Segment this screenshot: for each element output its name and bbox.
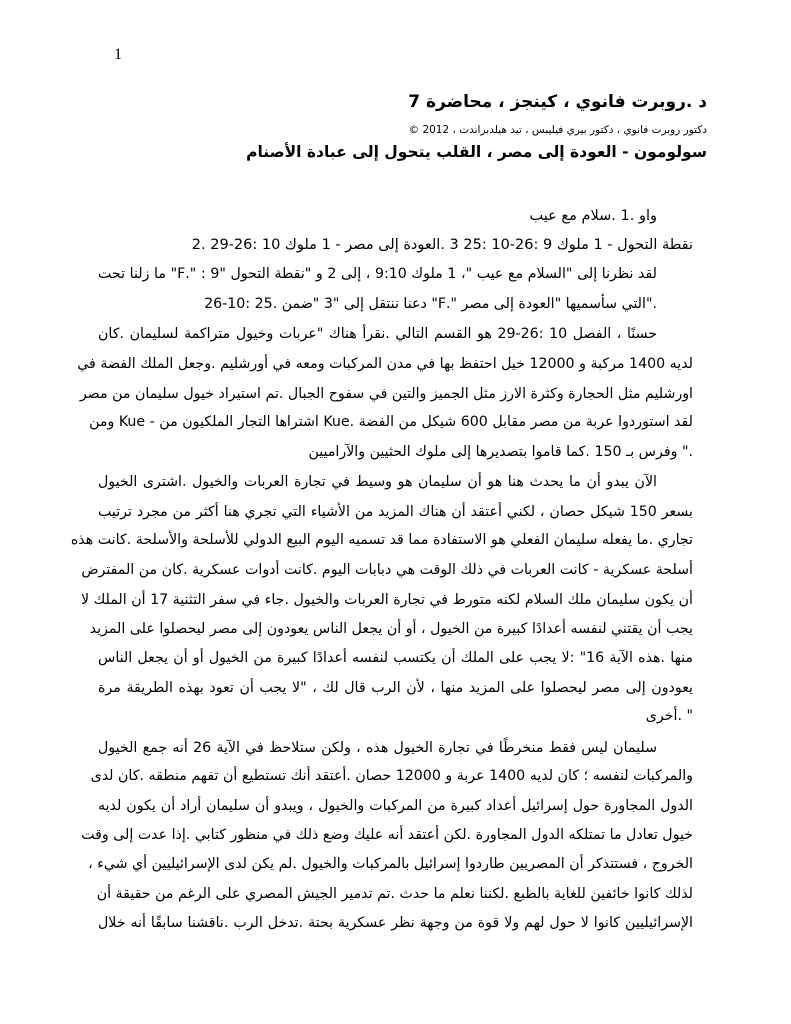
- outline-item-1: واو .1 .سلام مع عيب: [529, 208, 657, 224]
- paragraph-3-line-9: " .أخرى: [645, 708, 693, 724]
- paragraph-3-line-8: يعودون إلى مصر ليحصلوا على المزيد منها ، لأن الرب قال لك ، "لا يجب أن تعود بهذه الطريقة مرة: [98, 680, 693, 696]
- paragraph-3-line-5: أن يكون سليمان ملك السلام لكنه متورط في تجارة العربات والخيول .جاء في سفر التثنية 17 أن الملك لا: [80, 592, 693, 608]
- page-number: 1: [114, 46, 122, 63]
- paragraph-3-line-2: بسعر 150 شيكل حصان ، لكني أعتقد أن هناك المزيد من الأشياء التي تجري هنا أكثر من مجرد ترتيب: [98, 504, 693, 520]
- paragraph-1-line-1: لقد نظرنا إلى "السلام مع عيب "، 1 ملوك 9:10 ، إلى 2 و "نقطة التحول "9 : ".F" ما زلنا تحت: [98, 266, 658, 282]
- paragraph-2-line-4: لقد استوردوا عربة من مصر مقابل 600 شيكل من الفضة .Kue اشتراها التجار الملكيون من - Kue ومن: [89, 414, 693, 430]
- paragraph-2-line-5: ." وفرس بـ 150 .كما قاموا بتصديرها إلى ملوك الحثيين والآراميين: [308, 444, 693, 460]
- paragraph-2-line-2: لديه 1400 مركبة و 12000 خيل احتفظ بها في مدن المركبات ومعه في أورشليم .وجعل الملك الفضة في: [77, 356, 693, 372]
- lecture-title: د .روبرت فانوي ، كينجز ، محاضرة 7: [408, 92, 707, 112]
- paragraph-4-line-1: سليمان ليس فقط منخرطًا في تجارة الخيول هذه ، ولكن ستلاحظ في الآية 26 أنه جمع الخيول: [98, 740, 657, 756]
- paragraph-4-line-7: الإسرائيليين كانوا لا حول لهم ولا قوة من وجهة نظر عسكرية بحتة .تدخل الرب .ناقشنا سابقًا أنه خلال: [98, 915, 693, 931]
- lecture-subtitle: سولومون - العودة إلى مصر ، القلب يتحول إلى عبادة الأصنام: [246, 143, 707, 161]
- paragraph-4-line-3: الدول المجاورة حول إسرائيل أعداد كبيرة من المركبات والخيول ، ويبدو أن سليمان أراد أن يكون لديه: [98, 798, 693, 814]
- paragraph-3-line-1: الآن يبدو أن ما يحدث هنا هو أن سليمان هو وسيط في تجارة العربات والخيول .اشترى الخيول: [98, 474, 657, 490]
- paragraph-3-line-4: أسلحة عسكرية - كانت العربات في ذلك الوقت هي دبابات اليوم .كانت أدوات عسكرية .كان من المفترض: [81, 562, 693, 578]
- paragraph-2-line-3: اورشليم مثل الحجارة وكثرة الارز مثل الجميز والتين في سفوح الجبال .تم استيراد خيول سليمان من مصر: [79, 386, 693, 402]
- paragraph-4-line-2: والمركبات لنفسه ؛ كان لديه 1400 عربة و 12000 حصان .أعتقد أنك تستطيع أن تفهم منطقه .كان لدى: [90, 768, 693, 784]
- outline-item-2: نقطة التحول - 1 ملوك 9 :26-10 :25 3 .العودة إلى مصر - 1 ملوك 10 :26-29 .2: [191, 237, 693, 253]
- paragraph-4-line-6: لذلك كانوا خائفين للغاية بالطبع .لكننا نعلم ما حدث .تم تدمير الجيش المصري على الرغم من حقيقة أن: [96, 886, 693, 902]
- paragraph-4-line-4: خيول تعادل ما تمتلكه الدول المجاورة .لكن أعتقد أنه عليك وضع ذلك في منظور كتابي .إذا عدت إلى وقت: [81, 827, 693, 843]
- paragraph-3-line-3: تجاري .ما يفعله سليمان الفعلي هو الاستفادة مما قد تسميه اليوم البيع الدولي للأسلحة والأسلحة .كانت هذه: [70, 532, 693, 548]
- paragraph-1-line-2: ."التي سأسميها "العودة إلى مصر ".F" دعنا ننتقل إلى "3 "ضمن .25 :10-26: [204, 296, 657, 312]
- paragraph-3-line-6: يجب أن يقتني لنفسه أعدادًا كبيرة من الخيول ، أو أن يجعل الناس يعودون إلى مصر ليحصلوا على المزيد: [89, 621, 693, 637]
- copyright-line: دكتور روبرت فانوي ، دكتور بيري فيليبس ، تيد هيلدبراندت ، 2012 ©: [408, 124, 707, 136]
- paragraph-2-line-1: حسنًا ، الفصل 10 :26-29 هو القسم التالي .نقرأ هناك "عربات وخيول متراكمة لسليمان .كان: [98, 326, 657, 342]
- paragraph-4-line-5: الخروج ، فستتذكر أن المصريين طاردوا إسرائيل بالمركبات والخيول .لم يكن لدى الإسرائيليين أي شيء ،: [88, 856, 693, 872]
- paragraph-3-line-7: منها .هذه الآية 16" :لا يجب على الملك أن يكتسب لنفسه أعدادًا كبيرة من الخيول أو أن يجعل الناس: [98, 650, 693, 666]
